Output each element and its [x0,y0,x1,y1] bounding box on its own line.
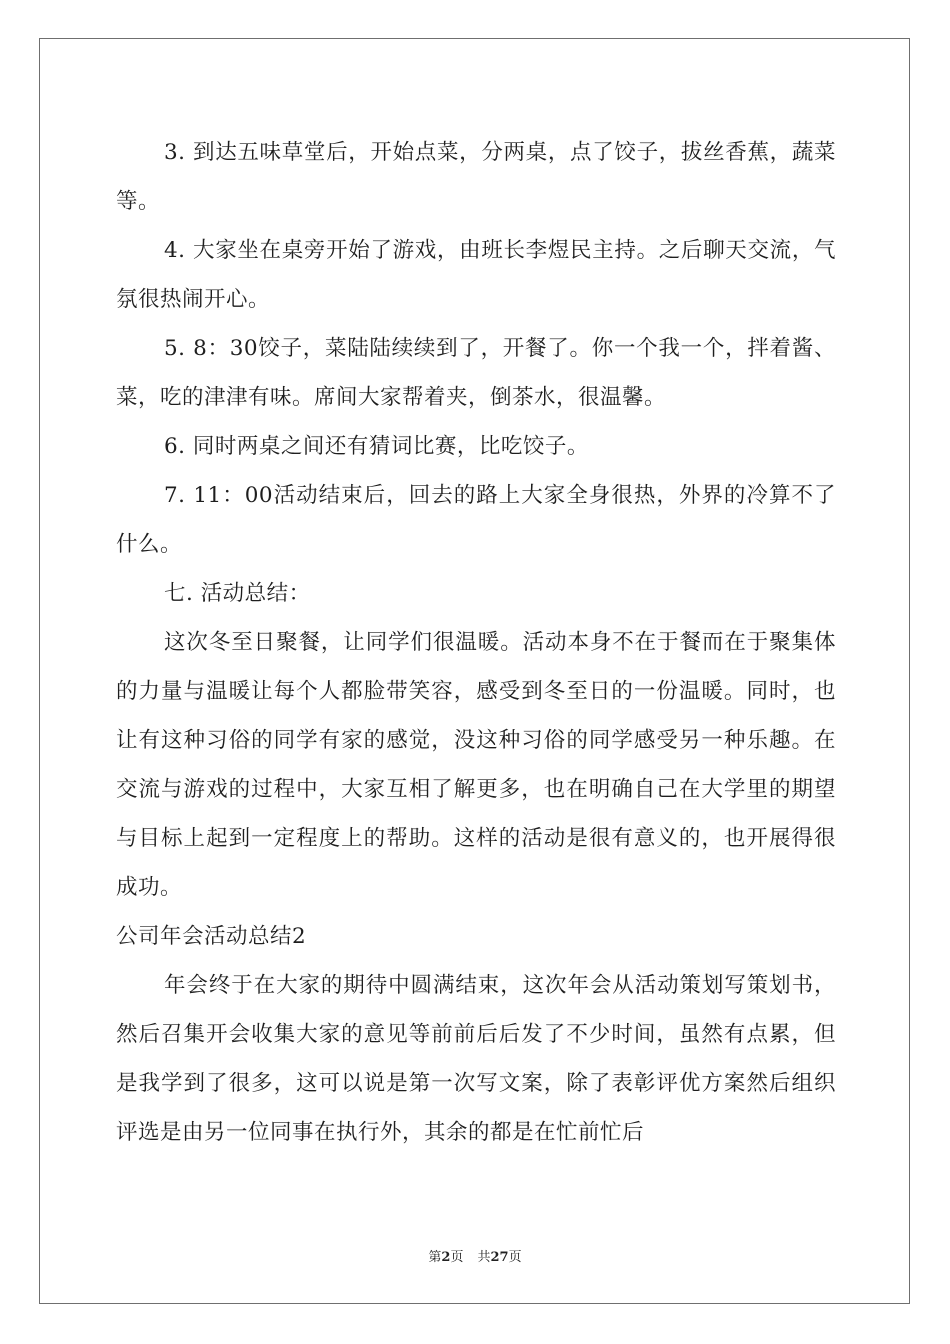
paragraph: 这次冬至日聚餐，让同学们很温暖。活动本身不在于餐而在于聚集体的力量与温暖让每个人都脸带笑容，感受到冬至日的一份温暖。同时，也让有这种习俗的同学有家的感觉，没这种习俗的同学感受另一种乐趣。在交流与游戏的过程中，大家互相了解更多，也在明确自己在大学里的期望与目标上起到一定程度上的帮助。这样的活动是很有意义的，也开展得很成功。 [116,630,836,900]
paragraph: 年会终于在大家的期待中圆满结束，这次年会从活动策划写策划书，然后召集开会收集大家的意见等前前后后发了不少时间，虽然有点累，但是我学到了很多，这可以说是第一次写文案，除了表彰评优方案然后组织评选是由另一位同事在执行外，其余的都是在忙前忙后 [116,973,836,1145]
page-number: 2 [441,1250,451,1265]
total-prefix: 共 [477,1250,491,1265]
page-footer [0,1246,950,1265]
document-body [116,128,836,1157]
total-pages: 27 [490,1250,509,1265]
total-suffix: 页 [508,1250,522,1265]
paragraph: 4. 大家坐在桌旁开始了游戏，由班长李煜民主持。之后聊天交流，气氛很热闹开心。 [116,238,836,312]
page-prefix: 第 [428,1250,442,1265]
section-heading: 七. 活动总结： [164,581,311,606]
paragraph: 3. 到达五味草堂后，开始点菜，分两桌，点了饺子，拔丝香蕉，蔬菜等。 [116,140,836,214]
paragraph: 7. 11：00活动结束后，回去的路上大家全身很热，外界的冷算不了什么。 [116,483,836,557]
paragraph: 5. 8：30饺子，菜陆陆续续到了，开餐了。你一个我一个，拌着酱、菜，吃的津津有味。席间大家帮着夹，倒茶水，很温馨。 [116,336,836,410]
page-suffix: 页 [450,1250,464,1265]
paragraph: 6. 同时两桌之间还有猜词比赛，比吃饺子。 [164,434,589,459]
document-title: 公司年会活动总结2 [116,924,307,949]
